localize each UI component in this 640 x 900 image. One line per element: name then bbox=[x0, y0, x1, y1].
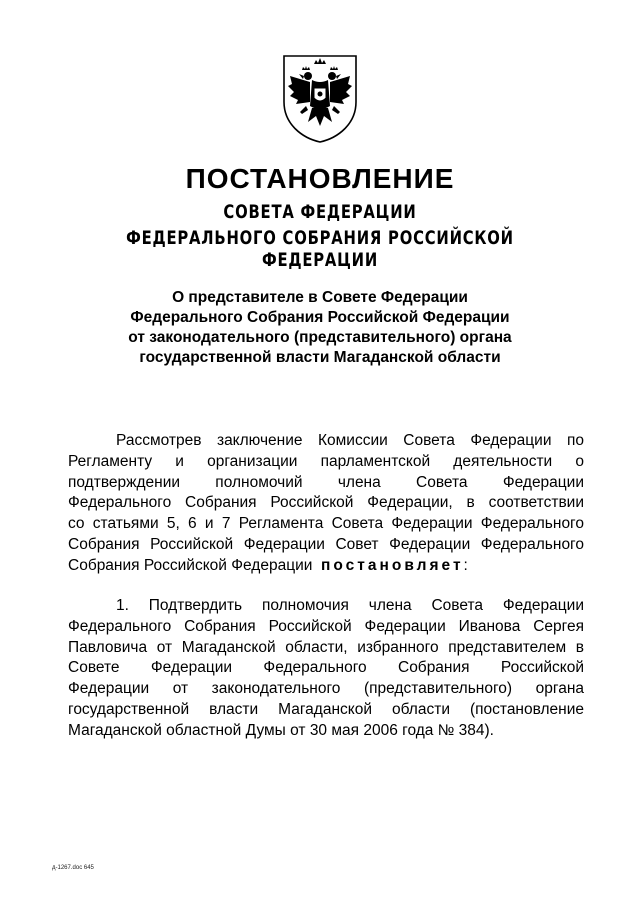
issuing-body-line-2: ФЕДЕРАЛЬНОГО СОБРАНИЯ РОССИЙСКОЙ ФЕДЕРАЦИИ bbox=[126, 227, 514, 271]
paragraph-line: Собрания Российской Федерации Совет Федерации Федерального bbox=[68, 535, 584, 553]
resolution-item-1 bbox=[68, 596, 584, 742]
subject-line: О представителе в Совете Федерации bbox=[172, 289, 468, 306]
paragraph-line: Павловича от Магаданской области, избранного представителем в bbox=[68, 638, 584, 656]
issuing-body-line-1: СОВЕТА ФЕДЕРАЦИИ bbox=[223, 201, 417, 223]
decree-word: постановляет bbox=[321, 556, 464, 574]
subject-line: государственной власти Магаданской области bbox=[139, 349, 501, 366]
paragraph-line: со статьями 5, 6 и 7 Регламента Совета Федерации Федерального bbox=[68, 515, 584, 533]
paragraph-line: подтверждении полномочий члена Совета Федерации bbox=[68, 473, 584, 491]
paragraph-line: 1. Подтвердить полномочия члена Совета Федерации bbox=[116, 597, 584, 614]
paragraph-line: Федерального Собрания Российской Федерации, в соответствии bbox=[68, 494, 584, 512]
paragraph-line: Магаданской областной Думы от 30 мая 2006 года № 384). bbox=[68, 721, 494, 739]
paragraph-line-prefix: Собрания Российской Федерации bbox=[68, 556, 313, 574]
subject-line: от законодательного (представительного) органа bbox=[128, 329, 512, 346]
decree-colon: : bbox=[463, 556, 468, 574]
paragraph-line-last bbox=[68, 556, 584, 577]
double-headed-eagle-icon bbox=[272, 50, 368, 146]
paragraph-line: Совете Федерации Федерального Собрания Российской bbox=[68, 659, 584, 677]
paragraph-line: Рассмотрев заключение Комиссии Совета Федерации по bbox=[116, 432, 584, 449]
document-file-code: д-1267.doc 645 bbox=[52, 865, 94, 871]
document-subject bbox=[80, 288, 560, 368]
coat-of-arms-emblem bbox=[272, 50, 368, 146]
paragraph-line: Регламенту и организации парламентской деятельности о bbox=[68, 452, 584, 470]
preamble-paragraph bbox=[68, 431, 584, 577]
paragraph-line: Федерации от законодательного (представительного) органа bbox=[68, 680, 584, 698]
paragraph-line: Федерального Собрания Российской Федерации Иванова Сергея bbox=[68, 617, 584, 635]
subject-line: Федерального Собрания Российской Федерации bbox=[130, 309, 510, 326]
paragraph-line: государственной власти Магаданской области (постановление bbox=[68, 700, 584, 718]
document-title: ПОСТАНОВЛЕНИЕ bbox=[185, 163, 455, 194]
